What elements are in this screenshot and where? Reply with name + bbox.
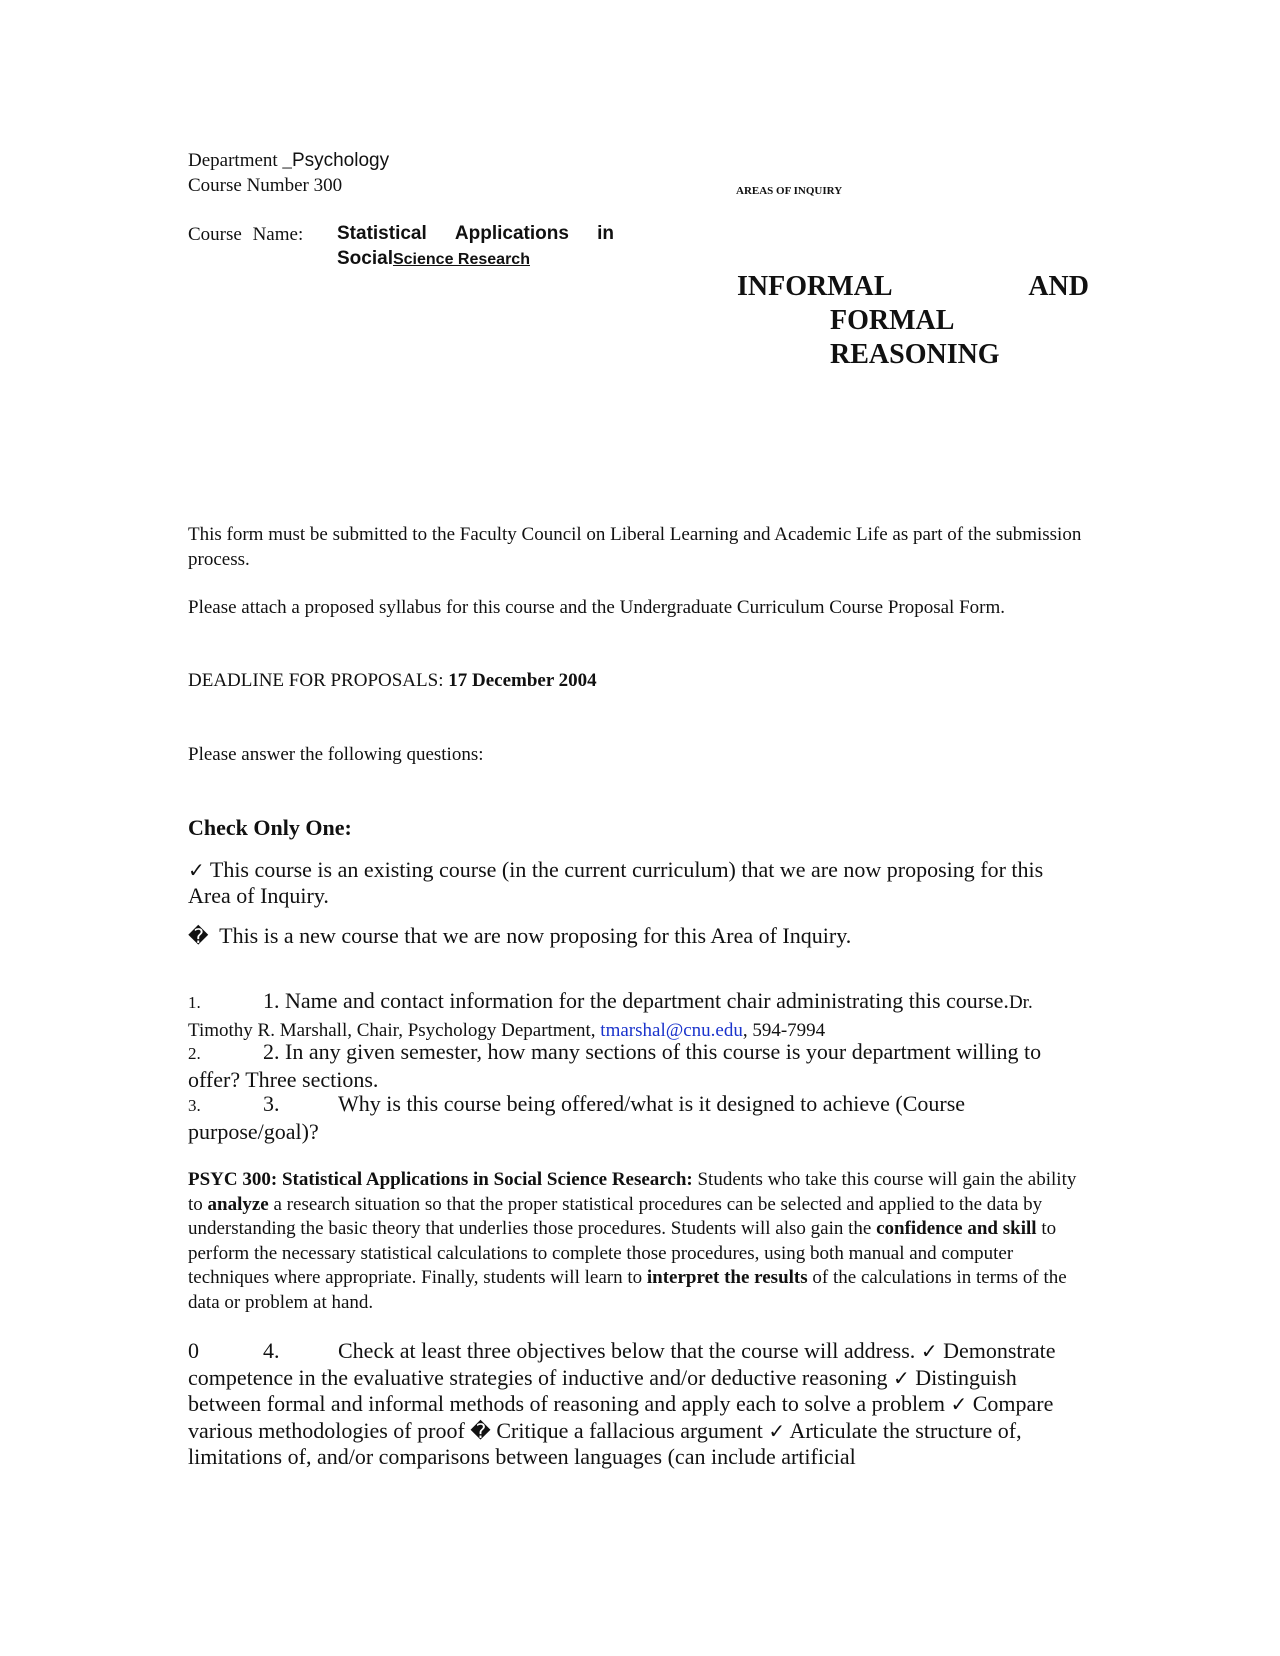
question-4 xyxy=(188,1338,1088,1471)
deadline-date: 17 December 2004 xyxy=(448,670,597,691)
course-description xyxy=(188,1168,1088,1315)
deadline-label: DEADLINE FOR PROPOSALS: xyxy=(188,670,449,691)
question-number: 1. xyxy=(188,993,201,1012)
option-existing-text: This course is an existing course (in the current curriculum) that we are now proposing for this Area of Inquiry. xyxy=(188,857,1044,908)
objective-fallacious-argument: Critique a fallacious argument xyxy=(496,1417,763,1443)
attachment-note: Please attach a proposed syllabus for this course and the Undergraduate Curriculum Course Proposal Form. xyxy=(188,597,1005,618)
deadline-line xyxy=(188,668,1088,693)
department-line xyxy=(188,150,389,172)
objective-proof-methods: Compare various methodologies of proof xyxy=(188,1391,1054,1443)
question-number: 4. xyxy=(263,1338,280,1363)
question-number: 2. xyxy=(188,1044,201,1063)
course-name-line1 xyxy=(337,223,614,245)
question-4-prefix: 0 xyxy=(188,1338,199,1363)
question-3 xyxy=(188,1091,1088,1145)
course-number: Course Number 300 xyxy=(188,175,343,196)
description-text: of the calculations in terms of the data or problem at hand. xyxy=(188,1267,1067,1313)
question-number: 3. xyxy=(188,1096,201,1115)
course-name-label: Course Name: xyxy=(188,224,304,245)
description-bold: confidence and skill xyxy=(876,1218,1037,1239)
area-title-informal: INFORMAL xyxy=(737,271,893,302)
department-value: Psychology xyxy=(291,150,390,171)
question-1-text: 1. Name and contact information for the department chair administrating this course. xyxy=(263,988,1009,1013)
question-4-text: Check at least three objectives below that the course will address. xyxy=(338,1338,916,1363)
area-title-and: AND xyxy=(1028,271,1089,302)
question-1 xyxy=(188,988,1088,1044)
question-2-text: 2. In any given semester, how many sections of this course is your department willing to offer? Three sections. xyxy=(188,1039,1042,1092)
area-title-line2: FORMAL xyxy=(830,305,955,336)
question-3-inner-number: 3. xyxy=(263,1091,280,1116)
checkmark-icon: ✓ xyxy=(188,858,205,882)
question-1-answer: Dr. Timothy R. Marshall, Chair, Psychology Department, xyxy=(188,992,1033,1041)
description-text: to perform the necessary statistical calculations to complete those procedures, using both manual and computer techniques where appropriate. Finally, students will learn to xyxy=(188,1218,1057,1288)
course-name-word: Statistical xyxy=(337,223,427,244)
checkmark-icon[interactable]: ✓ xyxy=(950,1392,968,1416)
option-new-course[interactable] xyxy=(188,923,1068,949)
submission-note: This form must be submitted to the Faculty Council on Liberal Learning and Academic Life as part of the submission process. xyxy=(188,524,1082,570)
option-new-text: This is a new course that we are now proposing for this Area of Inquiry. xyxy=(219,923,852,948)
question-3-text: Why is this course being offered/what is it designed to achieve (Course purpose/goal)? xyxy=(188,1091,966,1144)
course-name-word: Applications xyxy=(454,223,569,244)
checkmark-icon[interactable]: ✓ xyxy=(768,1418,786,1443)
checkmark-icon[interactable]: ✓ xyxy=(920,1339,938,1363)
area-title-line3: REASONING xyxy=(830,339,1000,370)
areas-of-inquiry-label: AREAS OF INQUIRY xyxy=(736,185,843,197)
description-text: a research situation so that the proper statistical procedures can be selected and applied to the data by understanding the basic theory that underlies those procedures. Students will also gain the xyxy=(188,1193,1043,1239)
unchecked-box-icon: � xyxy=(188,924,209,948)
objective-formal-informal: Distinguish between formal and informal methods of reasoning and apply each to solve a problem xyxy=(188,1364,1017,1416)
course-name-line2 xyxy=(337,248,530,270)
area-title-line1 xyxy=(737,271,1089,303)
check-only-heading: Check Only One: xyxy=(188,815,352,840)
course-description-title: PSYC 300: Statistical Applications in Social Science Research: xyxy=(188,1169,693,1190)
course-name-social: Social xyxy=(337,248,393,269)
course-name-word: in xyxy=(597,223,614,244)
unchecked-box-icon[interactable]: � xyxy=(470,1418,491,1443)
checkmark-icon[interactable]: ✓ xyxy=(892,1365,910,1390)
description-bold: analyze xyxy=(207,1193,269,1215)
department-label: Department _ xyxy=(188,150,292,171)
course-name-underlined: Science Research xyxy=(392,251,530,268)
description-bold: interpret the results xyxy=(646,1267,808,1288)
description-text: Students who take this course will gain the ability to xyxy=(188,1169,1077,1215)
answer-prompt: Please answer the following questions: xyxy=(188,744,484,765)
question-2 xyxy=(188,1039,1088,1093)
chair-email-link[interactable]: tmarshal@cnu.edu xyxy=(600,1020,743,1041)
chair-phone: , 594-7994 xyxy=(742,1020,826,1041)
objective-languages: Articulate the structure of, limitations of, and/or comparisons between languages (can include artificial xyxy=(188,1417,1022,1469)
objective-inductive-deductive: Demonstrate competence in the evaluative strategies of inductive and/or deductive reasoning xyxy=(188,1338,1056,1390)
option-existing-course[interactable] xyxy=(188,857,1068,909)
